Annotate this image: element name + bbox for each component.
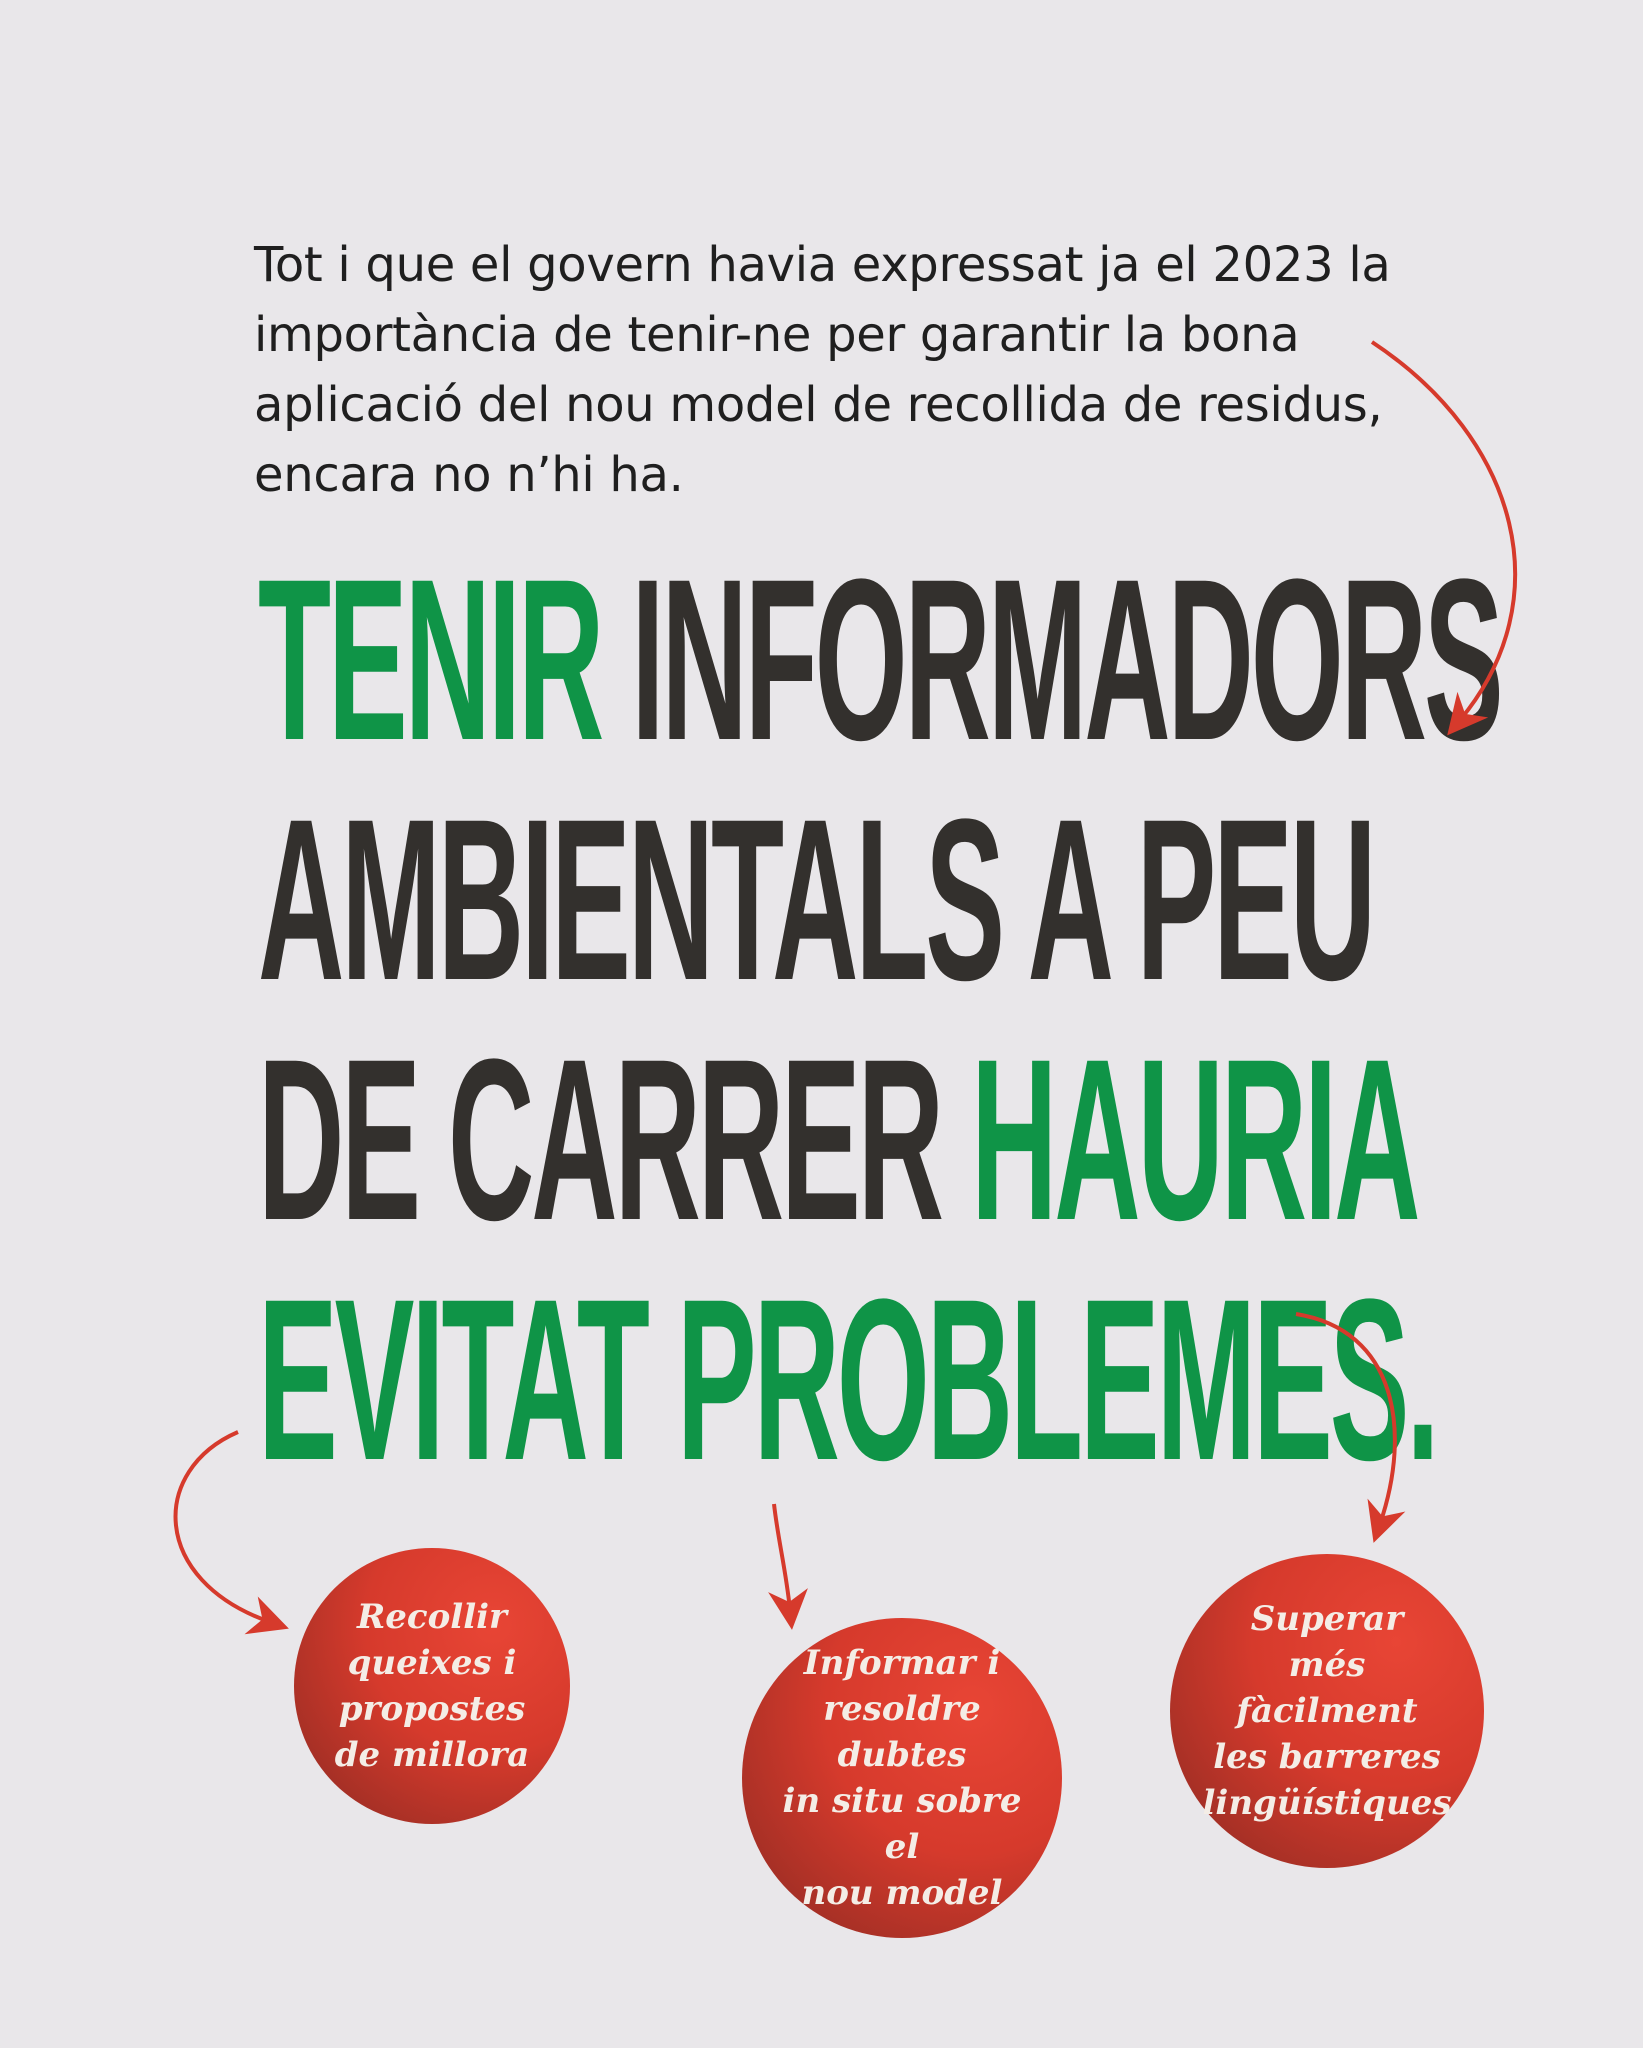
bubble-1-text: Recollir queixes i propostes de millora <box>334 1597 530 1775</box>
bubble-2-text: Informar i resoldre dubtes in situ sobre el nou model <box>782 1643 1022 1913</box>
headline-line-3 <box>258 1011 1418 1268</box>
bubble-informar-dubtes <box>742 1618 1062 1938</box>
headline-words-ambientals: AMBIENTALS A PEU <box>258 771 1374 1028</box>
bubble-barreres-linguistiques <box>1170 1554 1484 1868</box>
headline-word-hauria: HAURIA <box>971 1011 1418 1268</box>
headline-words-de-carrer: DE CARRER <box>258 1011 972 1268</box>
headline-line-4 <box>258 1251 1437 1508</box>
headline-line-1 <box>258 531 1501 788</box>
bubble-3-text: Superar més fàcilment les barreres lingüístiques <box>1202 1599 1452 1823</box>
headline-words-evitat-problemes: EVITAT PROBLEMES. <box>258 1251 1437 1508</box>
headline-word-tenir: TENIR <box>258 531 602 788</box>
headline <box>258 531 1501 1508</box>
arrow-middle-icon <box>774 1504 790 1610</box>
bubble-recollir-queixes <box>294 1548 570 1824</box>
arrow-left-icon <box>176 1432 270 1622</box>
intro-paragraph: Tot i que el govern havia expressat ja el 2023 la importància de tenir-ne per garantir la bona aplicació del nou model de recollida de residus, encara no n’hi ha. <box>254 237 1391 503</box>
headline-word-informadors: INFORMADORS <box>601 531 1501 788</box>
headline-line-2 <box>258 771 1374 1028</box>
